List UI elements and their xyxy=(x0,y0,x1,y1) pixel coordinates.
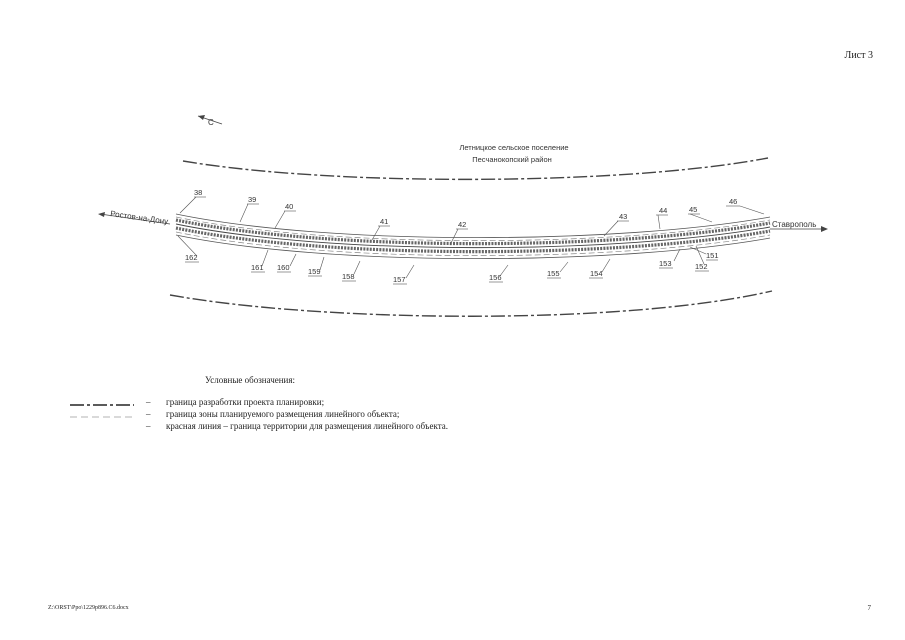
svg-text:45: 45 xyxy=(689,205,698,214)
legend-dash: – xyxy=(146,421,151,431)
settlement-name: Летницкое сельское поселение xyxy=(459,143,569,152)
point-marker xyxy=(275,202,296,228)
legend-item-red-line xyxy=(70,423,670,435)
legend-dash: – xyxy=(146,397,151,407)
point-marker xyxy=(547,262,568,278)
point-marker xyxy=(726,197,764,214)
svg-text:43: 43 xyxy=(619,212,628,221)
point-marker xyxy=(659,249,680,268)
legend-symbol-zone-boundary xyxy=(70,413,134,421)
point-marker xyxy=(589,259,610,278)
svg-text:161: 161 xyxy=(251,263,264,272)
direction-right xyxy=(770,220,828,232)
point-marker xyxy=(604,212,629,236)
point-marker xyxy=(688,205,712,222)
point-marker xyxy=(656,206,668,229)
svg-text:44: 44 xyxy=(659,206,668,215)
svg-text:160: 160 xyxy=(277,263,290,272)
point-marker xyxy=(251,250,268,272)
point-marker xyxy=(342,261,360,281)
legend-dash: – xyxy=(146,409,151,419)
direction-left-label: Ростов-на-Дону xyxy=(109,209,169,227)
legend-text: граница разработки проекта планировки; xyxy=(166,397,325,407)
svg-text:162: 162 xyxy=(185,253,198,262)
svg-text:159: 159 xyxy=(308,267,321,276)
svg-text:40: 40 xyxy=(285,202,294,211)
svg-text:154: 154 xyxy=(590,269,603,278)
legend-symbol-planning-boundary xyxy=(70,401,134,409)
point-marker xyxy=(450,220,468,245)
svg-text:157: 157 xyxy=(393,275,406,284)
legend-text: граница зоны планируемого размещения линейного объекта; xyxy=(166,409,400,419)
svg-text:42: 42 xyxy=(458,220,467,229)
upper-point-markers xyxy=(180,188,764,245)
north-arrow-icon xyxy=(198,115,222,127)
north-arrow-label: С xyxy=(208,118,214,127)
svg-text:158: 158 xyxy=(342,272,355,281)
point-marker xyxy=(178,236,199,262)
direction-right-label: Ставрополь xyxy=(772,220,817,229)
footer-file-path: Z:\ORST\Ppo\1229p896.C6.docx xyxy=(48,605,129,611)
svg-text:156: 156 xyxy=(489,273,502,282)
direction-left xyxy=(98,209,170,226)
svg-text:153: 153 xyxy=(659,259,672,268)
legend-text: красная линия – граница территории для размещения линейного объекта. xyxy=(166,421,448,431)
district-name: Песчанокопский район xyxy=(472,155,552,164)
svg-text:151: 151 xyxy=(706,251,719,260)
point-marker xyxy=(690,247,719,260)
point-marker xyxy=(240,195,259,222)
svg-text:46: 46 xyxy=(729,197,738,206)
svg-text:39: 39 xyxy=(248,195,257,204)
point-marker xyxy=(372,217,390,240)
planning-boundary-lower xyxy=(170,291,772,316)
point-marker xyxy=(393,265,414,284)
svg-text:38: 38 xyxy=(194,188,203,197)
sheet-label: Лист 3 xyxy=(844,50,873,61)
point-marker xyxy=(308,257,324,276)
svg-text:152: 152 xyxy=(695,262,708,271)
svg-text:41: 41 xyxy=(380,217,389,226)
point-marker xyxy=(180,188,206,213)
page-number: 7 xyxy=(867,604,871,612)
svg-text:155: 155 xyxy=(547,269,560,278)
point-marker xyxy=(489,265,508,282)
point-marker xyxy=(277,254,296,272)
legend-title: Условные обозначения: xyxy=(205,375,296,385)
